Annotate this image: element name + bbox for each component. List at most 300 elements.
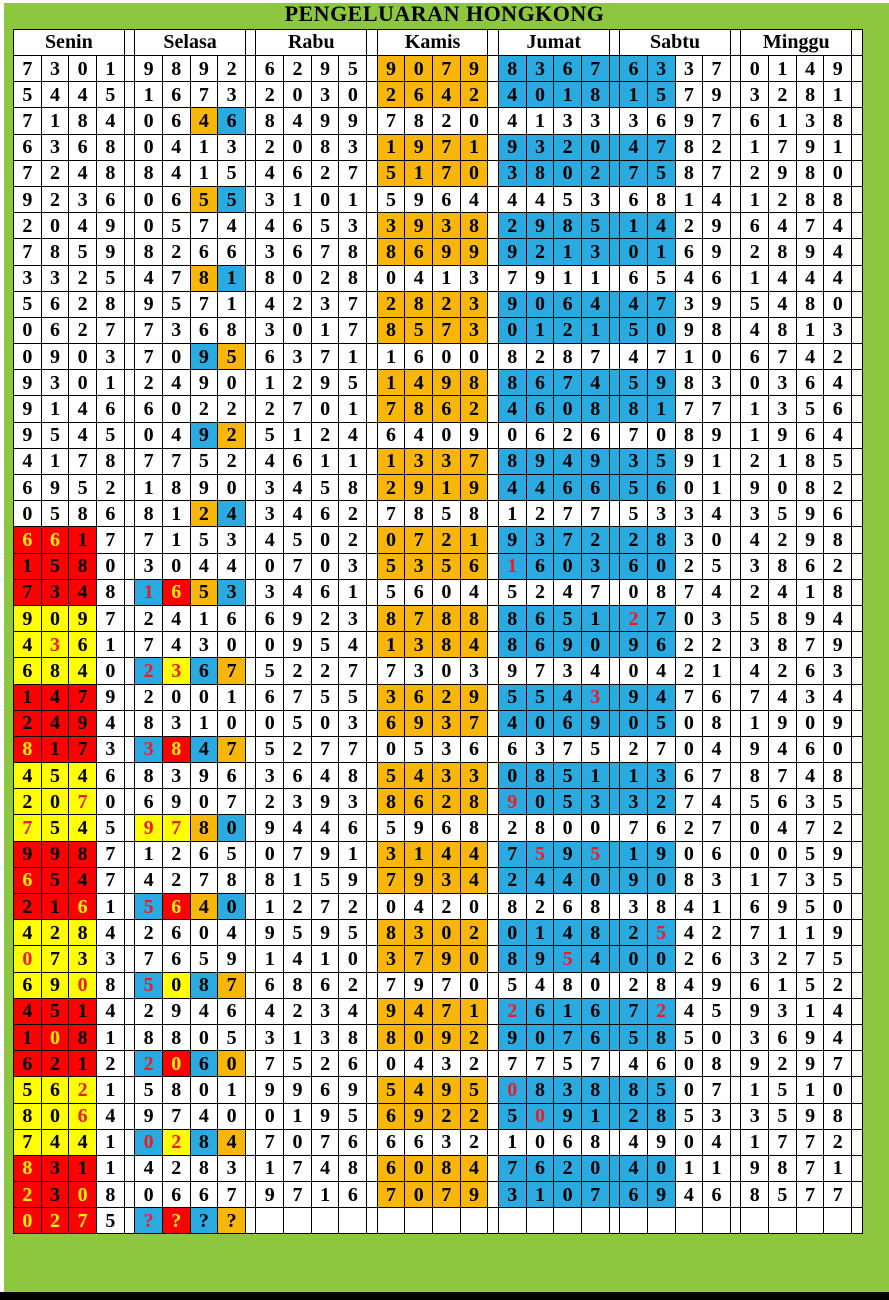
digit-cell: 9 bbox=[675, 448, 703, 474]
digit-cell: 8 bbox=[14, 1103, 42, 1129]
digit-cell: 4 bbox=[824, 684, 852, 710]
digit-cell: 0 bbox=[526, 1024, 554, 1050]
digit-cell: 6 bbox=[703, 265, 731, 291]
digit-cell: 9 bbox=[162, 998, 190, 1024]
digit-cell: 5 bbox=[97, 1208, 125, 1234]
spacer-cell bbox=[488, 422, 499, 448]
digit-cell: 8 bbox=[581, 920, 609, 946]
spacer-cell bbox=[852, 56, 863, 82]
digit-cell: 4 bbox=[620, 1129, 648, 1155]
digit-cell: 3 bbox=[675, 291, 703, 317]
digit-cell: 6 bbox=[218, 108, 246, 134]
spacer-cell bbox=[609, 684, 620, 710]
spacer-cell bbox=[124, 1182, 135, 1208]
digit-cell: 1 bbox=[377, 632, 405, 658]
digit-cell: 6 bbox=[741, 344, 769, 370]
digit-cell: 0 bbox=[14, 946, 42, 972]
digit-cell: 6 bbox=[377, 710, 405, 736]
digit-cell: 6 bbox=[97, 763, 125, 789]
spacer-cell bbox=[245, 1103, 256, 1129]
digit-cell: 2 bbox=[218, 448, 246, 474]
digit-cell: 5 bbox=[284, 710, 312, 736]
digit-cell: 5 bbox=[284, 920, 312, 946]
digit-cell: 4 bbox=[97, 710, 125, 736]
digit-cell: 4 bbox=[405, 1051, 433, 1077]
spacer-cell bbox=[730, 920, 741, 946]
digit-cell: 6 bbox=[405, 344, 433, 370]
digit-cell: 2 bbox=[741, 160, 769, 186]
digit-cell: 0 bbox=[69, 56, 97, 82]
digit-cell: 3 bbox=[703, 867, 731, 893]
digit-cell: 4 bbox=[769, 815, 797, 841]
digit-cell: 6 bbox=[769, 1024, 797, 1050]
digit-cell: 1 bbox=[796, 579, 824, 605]
digit-cell: 6 bbox=[554, 710, 582, 736]
spacer-cell bbox=[609, 213, 620, 239]
digit-cell: 8 bbox=[769, 239, 797, 265]
digit-cell: 7 bbox=[135, 946, 163, 972]
digit-cell: 9 bbox=[405, 213, 433, 239]
digit-cell: 3 bbox=[526, 527, 554, 553]
digit-cell: 8 bbox=[339, 1024, 367, 1050]
digit-cell: 9 bbox=[554, 1103, 582, 1129]
digit-cell: 8 bbox=[433, 632, 461, 658]
spacer-cell bbox=[245, 160, 256, 186]
digit-cell: 7 bbox=[97, 605, 125, 631]
spacer-cell bbox=[488, 475, 499, 501]
digit-cell: 8 bbox=[824, 1103, 852, 1129]
digit-cell: 4 bbox=[97, 998, 125, 1024]
digit-cell: 0 bbox=[218, 710, 246, 736]
digit-cell: 8 bbox=[218, 867, 246, 893]
digit-cell: 0 bbox=[796, 710, 824, 736]
digit-cell: 9 bbox=[405, 972, 433, 998]
digit-cell: 3 bbox=[14, 265, 42, 291]
digit-cell: 2 bbox=[620, 736, 648, 762]
digit-cell: 5 bbox=[498, 972, 526, 998]
digit-cell: 5 bbox=[620, 317, 648, 343]
digit-cell: 0 bbox=[526, 291, 554, 317]
digit-cell: 4 bbox=[796, 56, 824, 82]
digit-cell: 7 bbox=[311, 736, 339, 762]
digit-cell: 8 bbox=[405, 291, 433, 317]
digit-cell: 7 bbox=[824, 1051, 852, 1077]
spacer-cell bbox=[852, 1155, 863, 1181]
digit-cell: 9 bbox=[405, 134, 433, 160]
spacer-cell bbox=[730, 291, 741, 317]
digit-cell: 1 bbox=[498, 553, 526, 579]
digit-cell: 2 bbox=[675, 658, 703, 684]
digit-cell: 1 bbox=[703, 475, 731, 501]
digit-cell: 9 bbox=[433, 370, 461, 396]
digit-cell: 4 bbox=[769, 291, 797, 317]
digit-cell: 1 bbox=[526, 317, 554, 343]
digit-cell: 9 bbox=[796, 501, 824, 527]
spacer-cell bbox=[730, 239, 741, 265]
digit-cell: 3 bbox=[311, 1024, 339, 1050]
digit-cell: 3 bbox=[41, 56, 69, 82]
spacer-cell bbox=[488, 894, 499, 920]
digit-cell: 7 bbox=[703, 396, 731, 422]
digit-cell: 5 bbox=[218, 1024, 246, 1050]
spacer-cell bbox=[367, 239, 378, 265]
spacer-cell bbox=[488, 186, 499, 212]
digit-cell: 2 bbox=[69, 317, 97, 343]
digit-cell: 2 bbox=[620, 527, 648, 553]
digit-cell: 0 bbox=[498, 317, 526, 343]
digit-cell: 3 bbox=[405, 448, 433, 474]
digit-cell: 3 bbox=[703, 1103, 731, 1129]
digit-cell: 4 bbox=[824, 239, 852, 265]
digit-cell: 9 bbox=[41, 475, 69, 501]
digit-cell: 0 bbox=[647, 946, 675, 972]
digit-cell bbox=[675, 1208, 703, 1234]
digit-cell: 1 bbox=[581, 1103, 609, 1129]
spacer-cell bbox=[609, 370, 620, 396]
digit-cell: 2 bbox=[311, 160, 339, 186]
digit-cell: 2 bbox=[675, 946, 703, 972]
digit-cell: 6 bbox=[405, 579, 433, 605]
digit-cell: 4 bbox=[162, 632, 190, 658]
digit-cell: 0 bbox=[311, 553, 339, 579]
digit-cell: 9 bbox=[405, 710, 433, 736]
digit-cell: 2 bbox=[554, 317, 582, 343]
digit-cell: 1 bbox=[190, 134, 218, 160]
digit-cell: 7 bbox=[162, 1103, 190, 1129]
digit-cell: 2 bbox=[162, 867, 190, 893]
spacer-cell bbox=[488, 501, 499, 527]
digit-cell: 4 bbox=[675, 972, 703, 998]
spacer-cell bbox=[245, 894, 256, 920]
digit-cell: 2 bbox=[703, 134, 731, 160]
digit-cell: 0 bbox=[190, 789, 218, 815]
digit-cell: 8 bbox=[675, 160, 703, 186]
spacer-cell bbox=[852, 1208, 863, 1234]
spacer-cell bbox=[124, 605, 135, 631]
spacer-cell bbox=[852, 815, 863, 841]
digit-cell: 6 bbox=[526, 396, 554, 422]
spacer-cell bbox=[488, 763, 499, 789]
digit-cell: 1 bbox=[620, 763, 648, 789]
digit-cell: 3 bbox=[311, 291, 339, 317]
spacer-cell bbox=[488, 1129, 499, 1155]
spacer-cell bbox=[367, 108, 378, 134]
digit-cell: 1 bbox=[741, 710, 769, 736]
digit-cell: 1 bbox=[69, 527, 97, 553]
digit-cell: 1 bbox=[433, 475, 461, 501]
digit-cell: 3 bbox=[433, 1129, 461, 1155]
digit-cell: 9 bbox=[647, 370, 675, 396]
spacer-cell bbox=[124, 422, 135, 448]
digit-cell: 8 bbox=[377, 920, 405, 946]
digit-cell: 5 bbox=[824, 789, 852, 815]
digit-cell: 4 bbox=[703, 789, 731, 815]
header-spacer bbox=[245, 30, 256, 56]
digit-cell: 2 bbox=[581, 160, 609, 186]
digit-cell: 2 bbox=[824, 344, 852, 370]
digit-cell: 0 bbox=[675, 841, 703, 867]
digit-cell: 6 bbox=[769, 789, 797, 815]
digit-cell: 1 bbox=[377, 370, 405, 396]
spacer-cell bbox=[488, 946, 499, 972]
digit-cell: 8 bbox=[162, 56, 190, 82]
digit-cell: 4 bbox=[554, 448, 582, 474]
digit-cell: 9 bbox=[41, 344, 69, 370]
digit-cell: 8 bbox=[69, 108, 97, 134]
digit-cell: 2 bbox=[14, 789, 42, 815]
digit-cell: 9 bbox=[675, 317, 703, 343]
spacer-cell bbox=[245, 1024, 256, 1050]
table-body bbox=[14, 56, 863, 1234]
digit-cell: 8 bbox=[162, 1077, 190, 1103]
digit-cell: 0 bbox=[433, 658, 461, 684]
digit-cell: 7 bbox=[675, 396, 703, 422]
digit-cell: 6 bbox=[41, 527, 69, 553]
spacer-cell bbox=[609, 553, 620, 579]
spacer-cell bbox=[367, 605, 378, 631]
digit-cell: 4 bbox=[69, 422, 97, 448]
spacer-cell bbox=[730, 867, 741, 893]
digit-cell: 2 bbox=[741, 448, 769, 474]
digit-cell: 3 bbox=[339, 134, 367, 160]
digit-cell: 2 bbox=[526, 894, 554, 920]
digit-cell: 2 bbox=[339, 501, 367, 527]
spacer-cell bbox=[488, 815, 499, 841]
digit-cell: 0 bbox=[460, 894, 488, 920]
header-spacer bbox=[609, 30, 620, 56]
digit-cell: 8 bbox=[14, 736, 42, 762]
digit-cell: 2 bbox=[460, 1129, 488, 1155]
digit-cell: 8 bbox=[824, 527, 852, 553]
digit-cell: 5 bbox=[162, 213, 190, 239]
spacer-cell bbox=[488, 134, 499, 160]
digit-cell: 4 bbox=[41, 710, 69, 736]
digit-cell: 4 bbox=[69, 815, 97, 841]
digit-cell: 5 bbox=[190, 186, 218, 212]
digit-cell: 7 bbox=[256, 1129, 284, 1155]
spacer-cell bbox=[367, 553, 378, 579]
digit-cell: 1 bbox=[14, 553, 42, 579]
digit-cell: 0 bbox=[135, 422, 163, 448]
spacer-cell bbox=[852, 82, 863, 108]
digit-cell: 4 bbox=[284, 815, 312, 841]
digit-cell: 7 bbox=[69, 736, 97, 762]
digit-cell: 5 bbox=[526, 841, 554, 867]
digit-cell: 4 bbox=[824, 998, 852, 1024]
digit-cell: 8 bbox=[135, 239, 163, 265]
spacer-cell bbox=[488, 239, 499, 265]
spacer-cell bbox=[852, 1129, 863, 1155]
digit-cell: 5 bbox=[433, 553, 461, 579]
spacer-cell bbox=[852, 213, 863, 239]
digit-cell: 7 bbox=[311, 1129, 339, 1155]
digit-cell: 0 bbox=[526, 710, 554, 736]
digit-cell: 6 bbox=[256, 972, 284, 998]
digit-cell: 4 bbox=[824, 422, 852, 448]
digit-cell: 7 bbox=[405, 946, 433, 972]
spacer-cell bbox=[245, 422, 256, 448]
digit-cell: 5 bbox=[377, 763, 405, 789]
digit-cell: 0 bbox=[554, 815, 582, 841]
spacer-cell bbox=[609, 972, 620, 998]
spacer-cell bbox=[124, 1155, 135, 1181]
digit-cell: 2 bbox=[284, 998, 312, 1024]
digit-cell: 5 bbox=[311, 213, 339, 239]
digit-cell: 1 bbox=[339, 841, 367, 867]
digit-cell: 4 bbox=[311, 763, 339, 789]
digit-cell: 8 bbox=[824, 763, 852, 789]
digit-cell: 6 bbox=[284, 763, 312, 789]
digit-cell: 8 bbox=[162, 736, 190, 762]
digit-cell: 1 bbox=[311, 946, 339, 972]
digit-cell: 0 bbox=[741, 56, 769, 82]
digit-cell: 6 bbox=[554, 56, 582, 82]
digit-cell: 2 bbox=[703, 632, 731, 658]
spacer-cell bbox=[609, 56, 620, 82]
digit-cell: 9 bbox=[620, 867, 648, 893]
digit-cell: 5 bbox=[741, 789, 769, 815]
digit-cell: 6 bbox=[311, 972, 339, 998]
digit-cell: 7 bbox=[769, 344, 797, 370]
digit-cell: 3 bbox=[377, 841, 405, 867]
digit-cell: 8 bbox=[675, 867, 703, 893]
digit-cell: 4 bbox=[405, 422, 433, 448]
spacer-cell bbox=[488, 291, 499, 317]
digit-cell: 0 bbox=[675, 1129, 703, 1155]
digit-cell: 9 bbox=[460, 422, 488, 448]
digit-cell: 9 bbox=[498, 1024, 526, 1050]
digit-cell: 8 bbox=[405, 396, 433, 422]
spacer-cell bbox=[245, 213, 256, 239]
digit-cell: 8 bbox=[311, 134, 339, 160]
digit-cell: 7 bbox=[311, 239, 339, 265]
spacer-cell bbox=[852, 710, 863, 736]
digit-cell: 5 bbox=[554, 789, 582, 815]
digit-cell: 1 bbox=[581, 605, 609, 631]
digit-cell: 3 bbox=[769, 370, 797, 396]
digit-cell: 2 bbox=[284, 736, 312, 762]
spacer-cell bbox=[852, 1024, 863, 1050]
digit-cell: 8 bbox=[339, 763, 367, 789]
spacer-cell bbox=[124, 841, 135, 867]
spacer-cell bbox=[488, 920, 499, 946]
digit-cell: 7 bbox=[14, 108, 42, 134]
spacer-cell bbox=[609, 475, 620, 501]
digit-cell: 8 bbox=[460, 605, 488, 631]
digit-cell: 4 bbox=[824, 370, 852, 396]
digit-cell: 3 bbox=[69, 946, 97, 972]
digit-cell: 3 bbox=[256, 317, 284, 343]
digit-cell: 2 bbox=[339, 972, 367, 998]
digit-cell: 9 bbox=[135, 815, 163, 841]
spacer-cell bbox=[852, 632, 863, 658]
digit-cell: 8 bbox=[796, 160, 824, 186]
digit-cell: 8 bbox=[256, 265, 284, 291]
digit-cell: 8 bbox=[135, 501, 163, 527]
digit-cell: 1 bbox=[647, 396, 675, 422]
spacer-cell bbox=[730, 56, 741, 82]
digit-cell: 3 bbox=[135, 736, 163, 762]
digit-cell: 2 bbox=[433, 527, 461, 553]
spacer-cell bbox=[730, 1103, 741, 1129]
digit-cell: 3 bbox=[218, 134, 246, 160]
digit-cell: 8 bbox=[647, 972, 675, 998]
digit-cell: 8 bbox=[647, 527, 675, 553]
digit-cell: 3 bbox=[796, 108, 824, 134]
digit-cell: 0 bbox=[41, 1024, 69, 1050]
spacer-cell bbox=[367, 265, 378, 291]
digit-cell: 1 bbox=[284, 867, 312, 893]
digit-cell: 3 bbox=[162, 763, 190, 789]
digit-cell: 0 bbox=[675, 736, 703, 762]
spacer-cell bbox=[488, 789, 499, 815]
digit-cell: 4 bbox=[311, 815, 339, 841]
spacer-cell bbox=[609, 1208, 620, 1234]
digit-cell: 6 bbox=[69, 894, 97, 920]
digit-cell: 7 bbox=[218, 658, 246, 684]
digit-cell: 7 bbox=[703, 1077, 731, 1103]
digit-cell: 8 bbox=[135, 710, 163, 736]
day-header-minggu: Minggu bbox=[741, 30, 852, 56]
digit-cell: 9 bbox=[581, 710, 609, 736]
digit-cell: 0 bbox=[498, 422, 526, 448]
digit-cell: 9 bbox=[526, 213, 554, 239]
digit-cell: 0 bbox=[526, 1103, 554, 1129]
digit-cell: 1 bbox=[824, 82, 852, 108]
digit-cell: 1 bbox=[41, 396, 69, 422]
digit-cell: 6 bbox=[647, 632, 675, 658]
digit-cell: 0 bbox=[433, 422, 461, 448]
digit-cell: 7 bbox=[554, 501, 582, 527]
digit-cell: 5 bbox=[460, 1077, 488, 1103]
digit-cell: 9 bbox=[460, 56, 488, 82]
digit-cell: 7 bbox=[377, 396, 405, 422]
digit-cell: 3 bbox=[41, 1182, 69, 1208]
digit-cell: 4 bbox=[69, 579, 97, 605]
spacer-cell bbox=[730, 396, 741, 422]
digit-cell: 5 bbox=[190, 527, 218, 553]
digit-cell: 5 bbox=[620, 475, 648, 501]
digit-cell: 4 bbox=[69, 213, 97, 239]
digit-cell: 3 bbox=[460, 658, 488, 684]
digit-cell: 4 bbox=[703, 186, 731, 212]
digit-cell: 2 bbox=[41, 160, 69, 186]
digit-cell: 5 bbox=[218, 186, 246, 212]
digit-cell: 8 bbox=[796, 475, 824, 501]
digit-cell: 9 bbox=[311, 920, 339, 946]
digit-cell: 3 bbox=[796, 684, 824, 710]
digit-cell: 3 bbox=[741, 501, 769, 527]
spacer-cell bbox=[245, 998, 256, 1024]
digit-cell: 3 bbox=[460, 317, 488, 343]
digit-cell: 0 bbox=[581, 972, 609, 998]
digit-cell: 2 bbox=[498, 867, 526, 893]
digit-cell: 2 bbox=[460, 1024, 488, 1050]
digit-cell: 4 bbox=[675, 894, 703, 920]
digit-cell: 1 bbox=[675, 186, 703, 212]
spacer-cell bbox=[488, 1077, 499, 1103]
digit-cell: 2 bbox=[377, 475, 405, 501]
spacer-cell bbox=[852, 501, 863, 527]
header-spacer bbox=[852, 30, 863, 56]
digit-cell: 8 bbox=[769, 605, 797, 631]
spacer-cell bbox=[730, 1024, 741, 1050]
digit-cell: 8 bbox=[190, 815, 218, 841]
spacer-cell bbox=[852, 920, 863, 946]
spacer-cell bbox=[245, 736, 256, 762]
digit-cell: 6 bbox=[526, 370, 554, 396]
digit-cell: 4 bbox=[69, 160, 97, 186]
